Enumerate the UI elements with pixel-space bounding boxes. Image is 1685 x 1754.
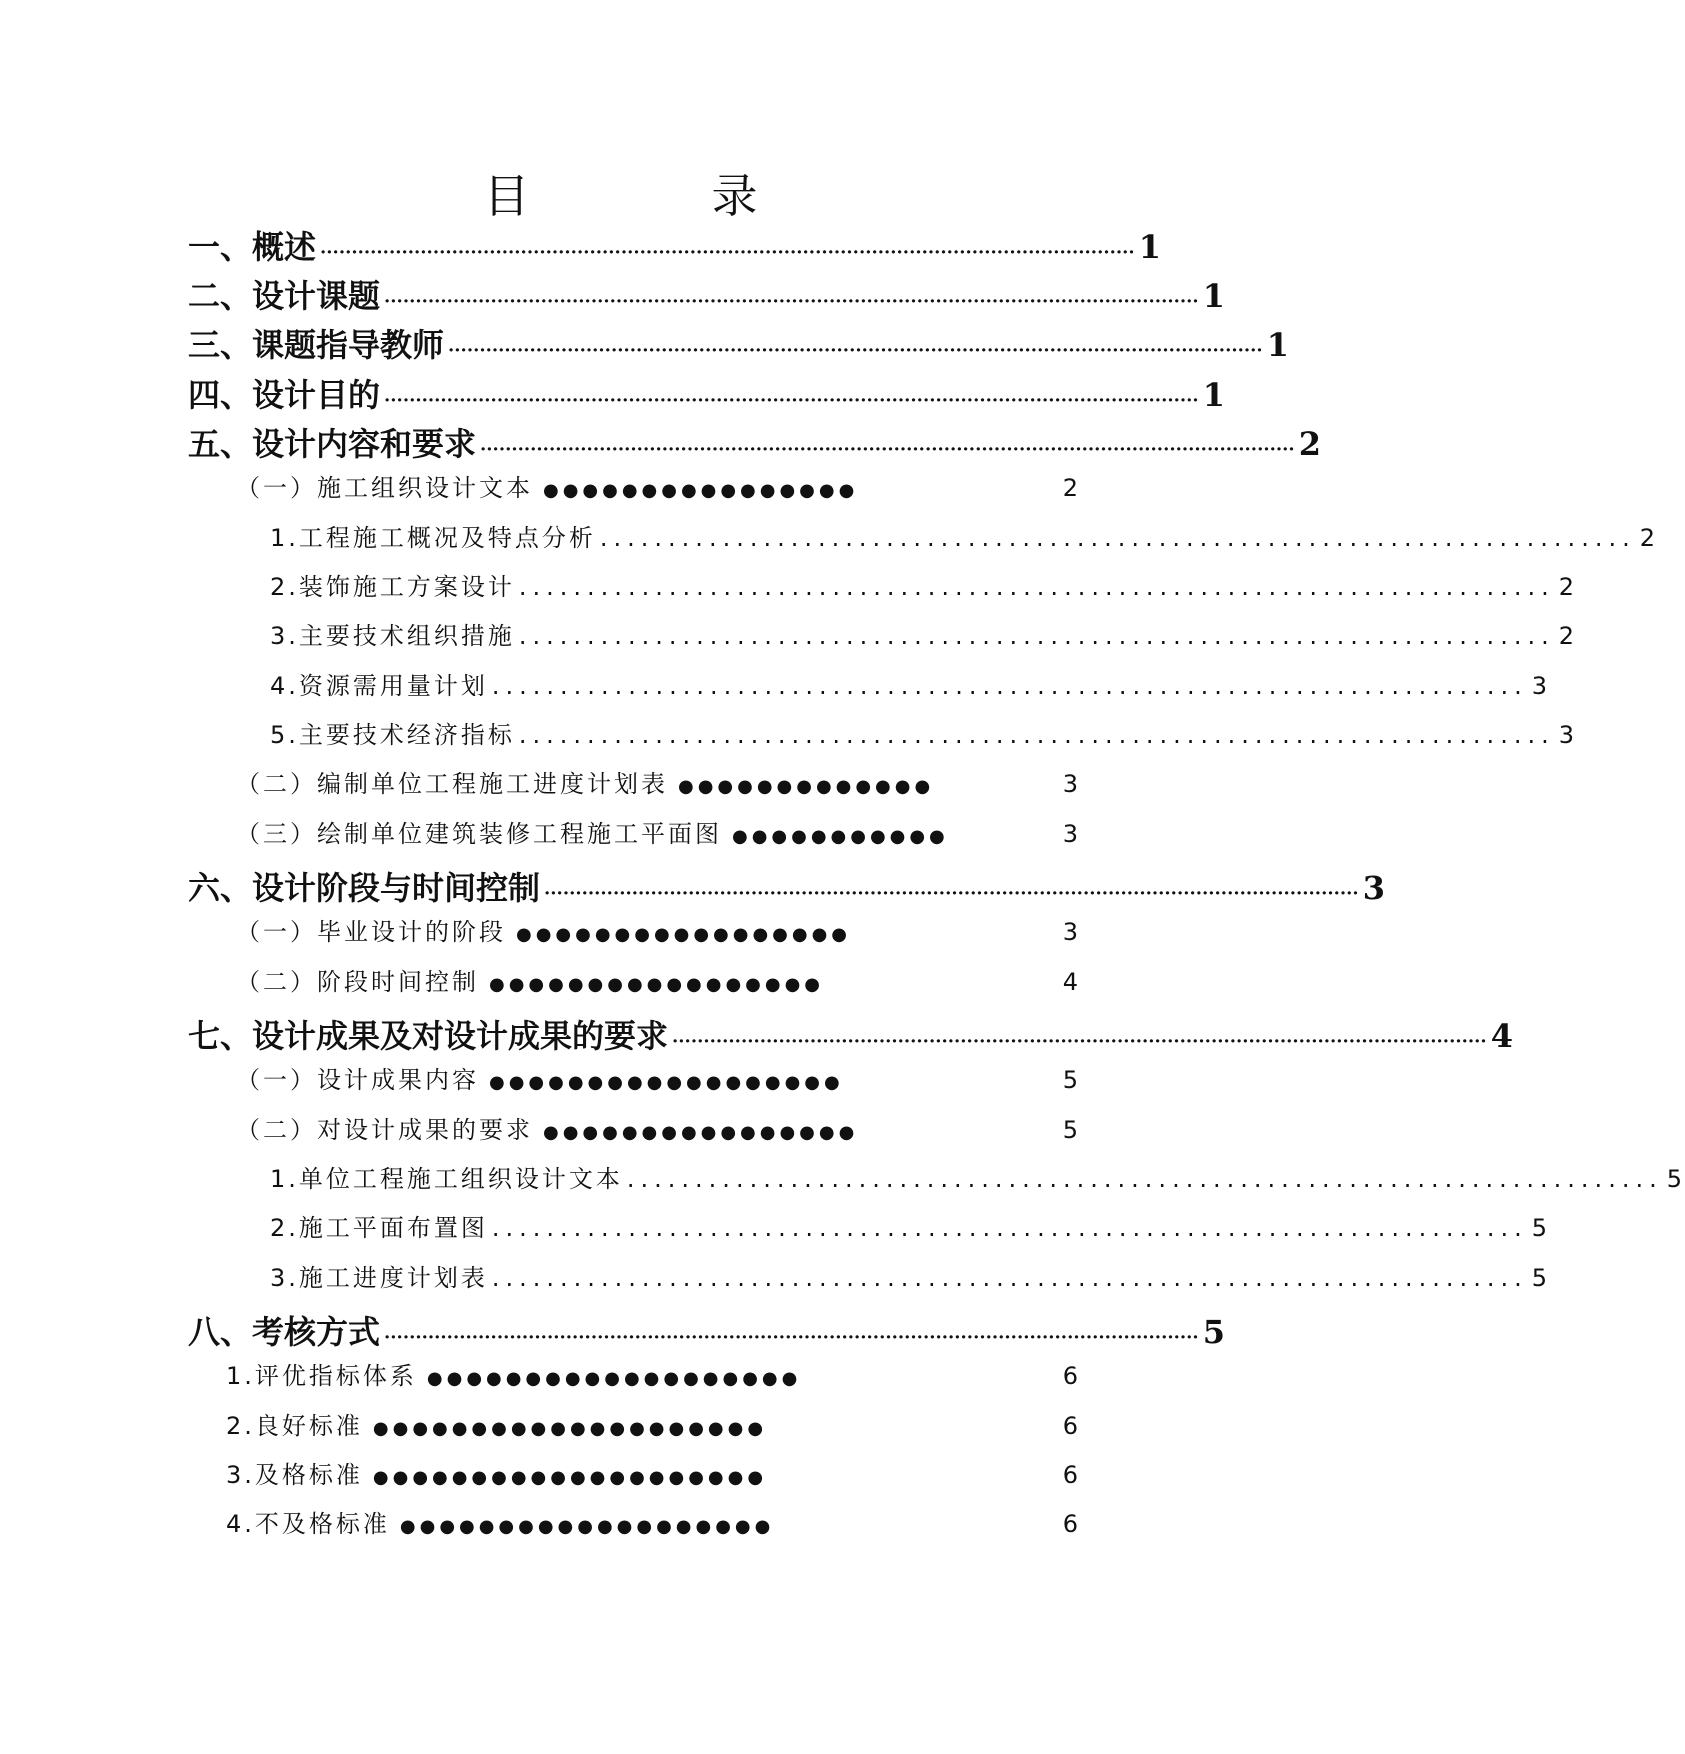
toc-entry-label: 3.及格标准: [226, 1461, 363, 1489]
toc-entry-label: （二）阶段时间控制: [236, 968, 479, 996]
toc-entry[interactable]: [270, 567, 1577, 607]
toc-entry-label: 3.施工进度计划表: [270, 1264, 488, 1292]
toc-entry[interactable]: [270, 1258, 1550, 1298]
dot-leader: ●●●●●●●●●●●●●: [678, 776, 935, 797]
toc-entry-page: 2: [1062, 474, 1081, 502]
toc-entry-label: 5.主要技术经济指标: [270, 721, 515, 749]
toc-entry[interactable]: [236, 814, 1081, 854]
toc-entry-page: 1: [1266, 326, 1289, 364]
toc-entry[interactable]: [270, 715, 1577, 755]
toc-entry-page: 4: [1062, 968, 1081, 996]
toc-entry[interactable]: [270, 1208, 1550, 1248]
dot-leader: ··································································································································: [384, 1327, 1199, 1348]
dot-leader: ............................................................................: [599, 524, 1636, 552]
toc-entry[interactable]: [236, 468, 1081, 508]
dot-leader: ............................................................................: [491, 1264, 1528, 1292]
dot-leader: ··································································································································: [480, 439, 1295, 460]
toc-entry-label: 2.装饰施工方案设计: [270, 573, 515, 601]
toc-entry-label: 2.良好标准: [226, 1412, 363, 1440]
toc-entry[interactable]: [270, 1159, 1685, 1199]
dot-leader: ●●●●●●●●●●●●●●●●●●: [489, 1072, 844, 1093]
dot-leader: ··································································································································: [384, 390, 1199, 411]
dot-leader: ●●●●●●●●●●●●●●●●●●●●: [372, 1418, 768, 1439]
toc-entry-page: 2: [1639, 524, 1658, 552]
toc-entry[interactable]: [226, 1504, 1081, 1544]
toc-entry[interactable]: [188, 320, 1289, 364]
toc-entry[interactable]: [188, 1011, 1513, 1055]
toc-entry-label: 五、设计内容和要求: [188, 425, 477, 463]
toc-entry-label: 1.评优指标体系: [226, 1362, 417, 1390]
toc-entry-page: 3: [1062, 770, 1081, 798]
dot-leader: ··································································································································: [672, 1031, 1487, 1052]
toc-entry-page: 5: [1666, 1165, 1685, 1193]
toc-entry[interactable]: [188, 222, 1161, 266]
toc-entry-label: 三、课题指导教师: [188, 326, 445, 364]
toc-entry-label: 六、设计阶段与时间控制: [188, 869, 541, 907]
toc-entry-page: 6: [1062, 1510, 1081, 1538]
toc-entry[interactable]: [236, 912, 1081, 952]
dot-leader: ●●●●●●●●●●●: [732, 826, 949, 847]
dot-leader: ●●●●●●●●●●●●●●●●●●●●: [372, 1467, 768, 1488]
dot-leader: ··································································································································: [544, 883, 1359, 904]
dot-leader: ............................................................................: [626, 1165, 1663, 1193]
toc-entry[interactable]: [270, 518, 1658, 558]
toc-entry-page: 3: [1362, 869, 1385, 907]
toc-entry[interactable]: [226, 1406, 1081, 1446]
toc-entry-label: （二）对设计成果的要求: [236, 1116, 533, 1144]
dot-leader: ··································································································································: [384, 291, 1199, 312]
toc-entry[interactable]: [270, 616, 1577, 656]
dot-leader: ●●●●●●●●●●●●●●●●●: [489, 974, 825, 995]
dot-leader: ●●●●●●●●●●●●●●●●: [543, 480, 859, 501]
toc-entry-label: 4.不及格标准: [226, 1510, 390, 1538]
toc-entry-page: 5: [1202, 1313, 1225, 1351]
toc-entry-label: （一）设计成果内容: [236, 1066, 479, 1094]
toc-entry-page: 5: [1062, 1116, 1081, 1144]
dot-leader: ●●●●●●●●●●●●●●●●: [543, 1122, 859, 1143]
toc-entry[interactable]: [236, 962, 1081, 1002]
dot-leader: ............................................................................: [518, 622, 1555, 650]
toc-entry[interactable]: [226, 1455, 1081, 1495]
toc-entry[interactable]: [188, 419, 1321, 463]
dot-leader: ............................................................................: [518, 573, 1555, 601]
toc-entry-label: 四、设计目的: [188, 376, 381, 414]
toc-entry[interactable]: [188, 863, 1385, 907]
toc-entry-label: （三）绘制单位建筑装修工程施工平面图: [236, 820, 722, 848]
toc-entry-page: 6: [1062, 1461, 1081, 1489]
dot-leader: ··································································································································: [320, 242, 1135, 263]
toc-entry-label: 1.单位工程施工组织设计文本: [270, 1165, 623, 1193]
toc-entry[interactable]: [188, 1307, 1225, 1351]
toc-entry-page: 2: [1558, 573, 1577, 601]
toc-entry-label: 4.资源需用量计划: [270, 672, 488, 700]
dot-leader: ............................................................................: [491, 672, 1528, 700]
toc-entry-label: 2.施工平面布置图: [270, 1214, 488, 1242]
toc-entry-page: 3: [1558, 721, 1577, 749]
toc-entry-page: 6: [1062, 1362, 1081, 1390]
toc-entry-label: （一）毕业设计的阶段: [236, 918, 506, 946]
toc-entry[interactable]: [236, 1060, 1081, 1100]
dot-leader: ●●●●●●●●●●●●●●●●●: [516, 924, 852, 945]
toc-entry-page: 3: [1062, 918, 1081, 946]
toc-entry[interactable]: [236, 764, 1081, 804]
dot-leader: ............................................................................: [518, 721, 1555, 749]
dot-leader: ··································································································································: [448, 340, 1263, 361]
page-title: 目 录: [483, 169, 826, 223]
toc-entry-page: 4: [1490, 1017, 1513, 1055]
toc-entry-label: 1.工程施工概况及特点分析: [270, 524, 596, 552]
toc-entry-page: 2: [1558, 622, 1577, 650]
toc-entry[interactable]: [226, 1356, 1081, 1396]
toc-entry-page: 1: [1202, 376, 1225, 414]
toc-entry-page: 2: [1298, 425, 1321, 463]
toc-entry[interactable]: [188, 271, 1225, 315]
dot-leader: ●●●●●●●●●●●●●●●●●●●: [426, 1368, 802, 1389]
toc-entry-page: 1: [1202, 277, 1225, 315]
dot-leader: ●●●●●●●●●●●●●●●●●●●: [399, 1516, 775, 1537]
toc-entry-page: 3: [1062, 820, 1081, 848]
toc-entry-label: 二、设计课题: [188, 277, 381, 315]
toc-entry-page: 5: [1531, 1264, 1550, 1292]
toc-entry-label: （一）施工组织设计文本: [236, 474, 533, 502]
toc-entry-page: 6: [1062, 1412, 1081, 1440]
toc-entry-label: （二）编制单位工程施工进度计划表: [236, 770, 668, 798]
toc-entry-page: 1: [1138, 228, 1161, 266]
toc-entry-label: 一、概述: [188, 228, 317, 266]
toc-entry-page: 5: [1062, 1066, 1081, 1094]
toc-entry-label: 八、考核方式: [188, 1313, 381, 1351]
toc-entry-label: 3.主要技术组织措施: [270, 622, 515, 650]
toc-entry-page: 5: [1531, 1214, 1550, 1242]
toc-entry[interactable]: [236, 1110, 1081, 1150]
toc-entry-label: 七、设计成果及对设计成果的要求: [188, 1017, 669, 1055]
toc-entry[interactable]: [188, 370, 1225, 414]
toc-entry[interactable]: [270, 666, 1550, 706]
toc-entry-page: 3: [1531, 672, 1550, 700]
dot-leader: ............................................................................: [491, 1214, 1528, 1242]
